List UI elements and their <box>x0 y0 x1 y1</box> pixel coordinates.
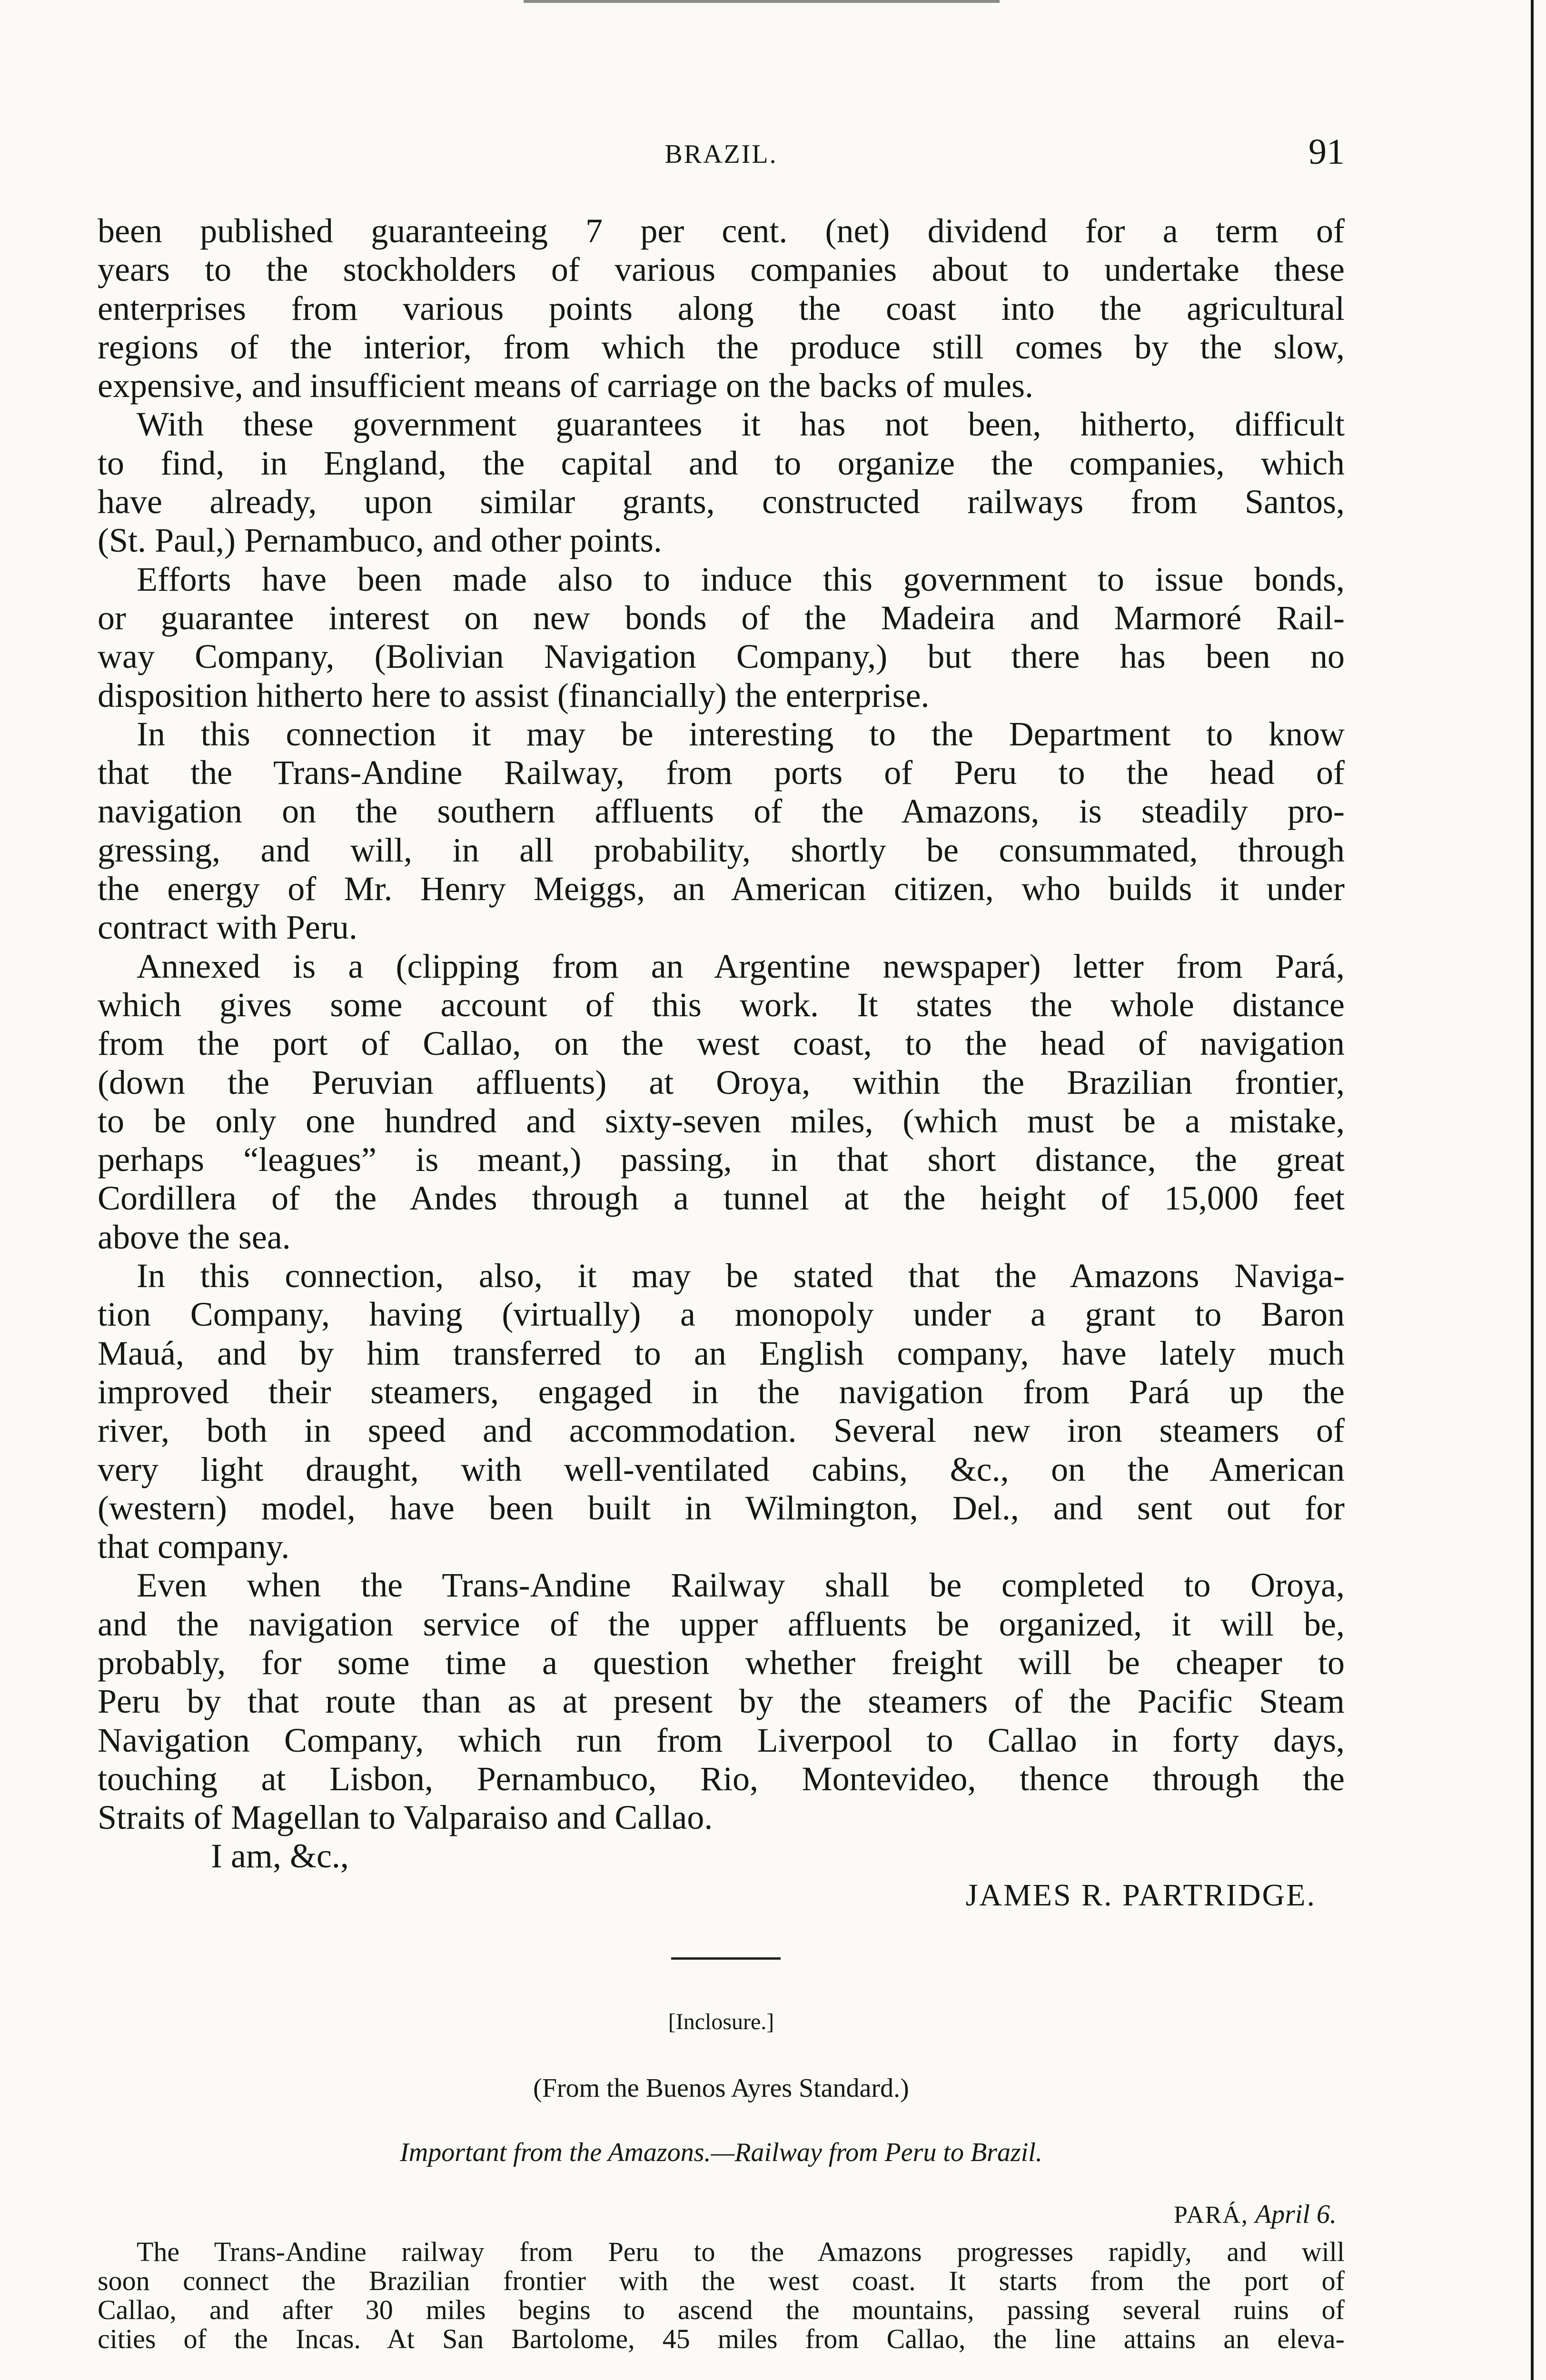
scan-edge-mark <box>524 0 1000 3</box>
body-line: Cordillera of the Andes through a tunnel at the height of 15,000 feet <box>98 1179 1345 1218</box>
body-line: to be only one hundred and sixty-seven miles, (which must be a mistake, <box>98 1101 1345 1140</box>
body-line: improved their steamers, engaged in the navigation from Pará up the <box>98 1372 1345 1411</box>
body-line: Straits of Magellan to Valparaiso and Callao. <box>98 1798 713 1837</box>
body-line: the energy of Mr. Henry Meiggs, an American citizen, who builds it under <box>98 870 1345 908</box>
dateline <box>1174 2199 1337 2230</box>
page-number: 91 <box>1308 132 1345 172</box>
body-line: disposition hitherto here to assist (financially) the enterprise. <box>98 676 930 714</box>
closing: I am, &c., <box>211 1837 349 1875</box>
body-line: that company. <box>98 1527 290 1566</box>
body-line: probably, for some time a question whether freight will be cheaper to <box>98 1643 1345 1682</box>
body-line: and the navigation service of the upper affluents be organized, it will be, <box>98 1605 1345 1643</box>
body-lines <box>98 212 1345 1837</box>
body-line: Efforts have been made also to induce this government to issue bonds, <box>137 560 1345 598</box>
body-line: have already, upon similar grants, constructed railways from Santos, <box>98 483 1345 521</box>
section-divider <box>671 1957 781 1960</box>
binding-gutter <box>1531 0 1534 2380</box>
clipping-headline: Important from the Amazons.—Railway from Peru to Brazil. <box>400 2138 1042 2167</box>
clipping-line: The Trans-Andine railway from Peru to the Amazons progresses rapidly, and will <box>137 2236 1345 2267</box>
dateline-place: PARÁ, <box>1173 2202 1249 2229</box>
body-line: Mauá, and by him transferred to an English company, have lately much <box>98 1334 1345 1372</box>
body-line: very light draught, with well-ventilated cabins, &c., on the American <box>98 1450 1345 1488</box>
clipping-body <box>98 2237 1345 2353</box>
body-line: perhaps “leagues” is meant,) passing, in that short distance, the great <box>98 1140 1345 1179</box>
body-line: to find, in England, the capital and to organize the companies, which <box>98 444 1345 482</box>
letter-body <box>98 212 1345 1914</box>
clipping-line: soon connect the Brazilian frontier with the west coast. It starts from the port of <box>98 2265 1345 2296</box>
body-line: river, both in speed and accommodation. Several new iron steamers of <box>98 1411 1345 1450</box>
body-line: enterprises from various points along the coast into the agricultural <box>98 289 1345 327</box>
body-line: above the sea. <box>98 1218 291 1256</box>
body-line: (down the Peruvian affluents) at Oroya, within the Brazilian frontier, <box>98 1063 1345 1101</box>
body-line: Navigation Company, which run from Liverpool to Callao in forty days, <box>98 1721 1345 1759</box>
body-line: Even when the Trans-Andine Railway shall be completed to Oroya, <box>137 1566 1345 1605</box>
inclosure-label: [Inclosure.] <box>668 2009 774 2034</box>
body-line: years to the stockholders of various companies about to undertake these <box>98 250 1345 289</box>
body-line: touching at Lisbon, Pernambuco, Rio, Montevideo, thence through the <box>98 1759 1345 1798</box>
body-line: from the port of Callao, on the west coast, to the head of navigation <box>98 1024 1345 1063</box>
body-line: gressing, and will, in all probability, shortly be consummated, through <box>98 831 1345 869</box>
body-line: navigation on the southern affluents of the Amazons, is steadily pro- <box>98 792 1345 831</box>
page-header <box>98 134 1345 182</box>
body-line: regions of the interior, from which the produce still comes by the slow, <box>98 327 1345 366</box>
clipping-lines <box>98 2237 1345 2353</box>
body-line: been published guaranteeing 7 per cent. (net) dividend for a term of <box>98 212 1345 250</box>
body-line: (St. Paul,) Pernambuco, and other points. <box>98 521 662 560</box>
body-line: or guarantee interest on new bonds of the Madeira and Marmoré Rail- <box>98 598 1345 637</box>
clipping-line: cities of the Incas. At San Bartolome, 45 miles from Callao, the line attains an eleva- <box>98 2323 1345 2354</box>
clipping-line: Callao, and after 30 miles begins to ascend the mountains, passing several ruins of <box>98 2294 1345 2325</box>
body-line: In this connection it may be interesting to the Department to know <box>137 714 1345 753</box>
body-line: In this connection, also, it may be stated that the Amazons Naviga- <box>137 1257 1345 1295</box>
running-head: BRAZIL. <box>664 139 778 169</box>
body-line: tion Company, having (virtually) a monopoly under a grant to Baron <box>98 1295 1345 1334</box>
dateline-date: April 6. <box>1255 2200 1337 2229</box>
body-line: Peru by that route than as at present by the steamers of the Pacific Steam <box>98 1682 1345 1721</box>
body-line: With these government guarantees it has not been, hitherto, difficult <box>137 405 1345 444</box>
signature: JAMES R. PARTRIDGE. <box>965 1877 1316 1913</box>
body-line: contract with Peru. <box>98 908 357 947</box>
body-line: (western) model, have been built in Wilmington, Del., and sent out for <box>98 1488 1345 1527</box>
body-line: Annexed is a (clipping from an Argentine newspaper) letter from Pará, <box>137 947 1345 985</box>
source-line: (From the Buenos Ayres Standard.) <box>533 2073 909 2103</box>
body-line: that the Trans-Andine Railway, from ports of Peru to the head of <box>98 754 1345 792</box>
body-line: way Company, (Bolivian Navigation Company,) but there has been no <box>98 637 1345 676</box>
body-line: expensive, and insufficient means of carriage on the backs of mules. <box>98 367 1034 405</box>
body-line: which gives some account of this work. It states the whole distance <box>98 985 1345 1024</box>
